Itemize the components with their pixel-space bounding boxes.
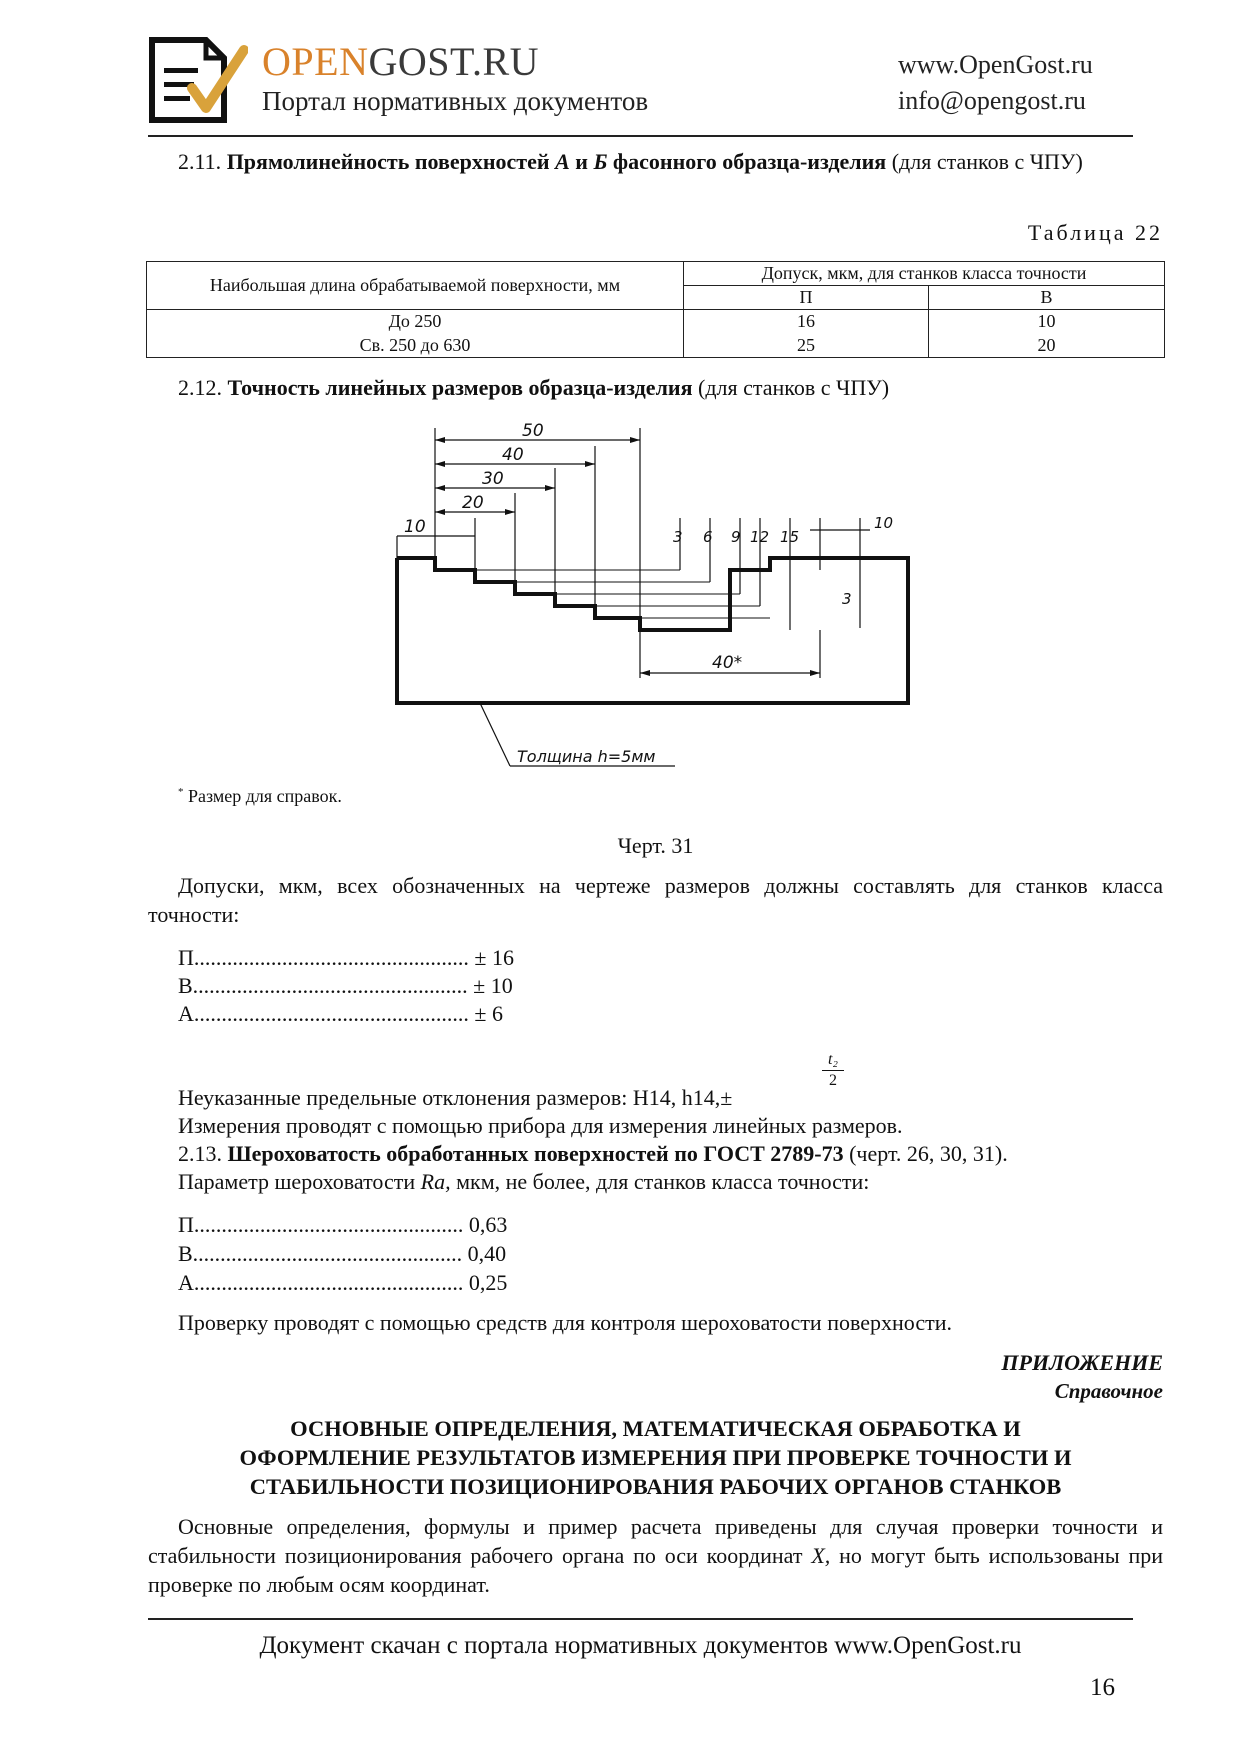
- cell-length: До 250: [147, 310, 684, 334]
- appendix-type: Справочное: [1054, 1379, 1163, 1403]
- table-22: [146, 261, 1165, 358]
- depth-9: 9: [731, 528, 741, 546]
- dim-30: 30: [482, 469, 504, 489]
- appendix-title-line-1: ОСНОВНЫЕ ОПРЕДЕЛЕНИЯ, МАТЕМАТИЧЕСКАЯ ОБРАБОТКА И: [290, 1416, 1021, 1441]
- thickness-label: Толщина h=5мм: [517, 747, 656, 766]
- surface-b: Б: [593, 149, 608, 174]
- col-header-p: П: [684, 286, 929, 310]
- roughness-v: В................................................. 0,40: [178, 1241, 507, 1266]
- footnote-mark: *: [178, 786, 184, 798]
- dim-10-right: 10: [874, 514, 894, 532]
- cell-p: 16: [684, 310, 929, 334]
- footnote-text: Размер для справок.: [188, 786, 342, 806]
- email-link[interactable]: info@opengost.ru: [898, 86, 1086, 115]
- table-row: [147, 310, 1165, 334]
- document-check-icon: [148, 36, 248, 124]
- depth-3: 3: [673, 528, 683, 546]
- appendix-title-line-2: ОФОРМЛЕНИЕ РЕЗУЛЬТАТОВ ИЗМЕРЕНИЯ ПРИ ПРОВЕРКЕ ТОЧНОСТИ И: [239, 1445, 1072, 1470]
- frac-den: 2: [829, 1072, 837, 1089]
- roughness-intro: [178, 1167, 869, 1196]
- table-caption: Таблица 22: [1027, 220, 1163, 245]
- dim-3-right: 3: [842, 590, 852, 608]
- appendix-label: ПРИЛОЖЕНИЕ: [1001, 1350, 1163, 1375]
- tolerance-v: В.................................................. ± 10: [178, 973, 513, 998]
- section-heading-2: фасонного образца-изделия: [612, 149, 887, 174]
- section-tail: (для станков с ЧПУ): [698, 375, 890, 400]
- unspecified-deviations: Неуказанные предельные отклонения размеров: H14, h14,±: [178, 1085, 733, 1110]
- dim-20: 20: [462, 493, 484, 513]
- cell-v: 20: [929, 334, 1165, 358]
- section-heading: Точность линейных размеров образца-изделия: [227, 375, 693, 400]
- cell-length: Св. 250 до 630: [147, 334, 684, 358]
- footer-text[interactable]: Документ скачан с портала нормативных документов www.OpenGost.ru: [259, 1632, 1022, 1659]
- portal-subtitle: Портал нормативных документов: [262, 86, 649, 116]
- figure-caption: Черт. 31: [617, 833, 694, 858]
- appendix-text: [148, 1512, 1163, 1599]
- appendix-text-b: но могут быть использованы при проверке по любым осям координат.: [148, 1543, 1164, 1597]
- roughness-p: П................................................. 0,63: [178, 1212, 508, 1237]
- footnote: [178, 786, 342, 807]
- section-number: 2.11.: [178, 149, 222, 174]
- col-header-tolerance: Допуск, мкм, для станков класса точности: [684, 262, 1165, 286]
- section-heading: Прямолинейность поверхностей: [226, 149, 550, 174]
- appendix-title-line-3: СТАБИЛЬНОСТИ ПОЗИЦИОНИРОВАНИЯ РАБОЧИХ ОРГАНОВ СТАНКОВ: [249, 1474, 1062, 1499]
- section-tail: (черт. 26, 30, 31).: [849, 1141, 1008, 1166]
- page-number: 16: [1090, 1674, 1115, 1701]
- surface-a: А: [555, 149, 570, 174]
- header-divider: [148, 135, 1133, 137]
- roughness-a: А................................................. 0,25: [178, 1270, 508, 1295]
- cell-p: 25: [684, 334, 929, 358]
- depth-12: 12: [750, 528, 770, 546]
- dim-50: 50: [522, 421, 544, 441]
- stepped-part-drawing: [390, 418, 930, 783]
- section-2-12: [148, 373, 1163, 402]
- col-header-v: В: [929, 286, 1165, 310]
- brand-name[interactable]: [262, 38, 539, 85]
- site-link[interactable]: www.OpenGost.ru: [898, 50, 1093, 79]
- tolerance-p: П.................................................. ± 16: [178, 945, 514, 970]
- brand-rest: GOST.RU: [368, 39, 540, 84]
- roughness-intro-a: Параметр шероховатости: [178, 1169, 416, 1194]
- tolerances-intro: Допуски, мкм, всех обозначенных на чертеже размеров должны составлять для станков класса точности:: [148, 873, 1163, 927]
- ra-symbol: Ra,: [420, 1169, 451, 1194]
- tolerance-a: А.................................................. ± 6: [178, 1001, 503, 1026]
- fraction-t2-over-2: [822, 1050, 844, 1091]
- cell-v: 10: [929, 310, 1165, 334]
- depth-6: 6: [703, 528, 713, 546]
- dim-40-ref: 40*: [712, 653, 743, 673]
- section-number: 2.12.: [178, 375, 222, 400]
- axis-x: X,: [811, 1543, 831, 1568]
- part-outline: [397, 558, 908, 703]
- brand-open: OPEN: [262, 39, 369, 84]
- appendix-text-a: Основные определения, формулы и пример расчета приведены для случая проверки точности и стабильности позиционирования рабочего органа по оси координат: [148, 1514, 1163, 1568]
- section-2-13: [178, 1139, 1008, 1168]
- footer-divider: [148, 1618, 1133, 1620]
- section-heading: Шероховатость обработанных поверхностей по ГОСТ 2789-73: [227, 1141, 844, 1166]
- roughness-check: Проверку проводят с помощью средств для контроля шероховатости поверхности.: [178, 1310, 952, 1335]
- col-header-length: Наибольшая длина обрабатываемой поверхности, мм: [147, 262, 684, 310]
- dim-10-left: 10: [404, 517, 426, 537]
- measure-text: Измерения проводят с помощью прибора для измерения линейных размеров.: [178, 1113, 903, 1138]
- table-row: [147, 334, 1165, 358]
- opengost-logo[interactable]: [148, 36, 248, 124]
- dim-40: 40: [502, 445, 524, 465]
- conj: и: [575, 149, 588, 174]
- section-tail: (для станков с ЧПУ): [891, 149, 1083, 174]
- roughness-intro-b: мкм, не более, для станков класса точности:: [456, 1169, 870, 1194]
- depth-15: 15: [780, 528, 800, 546]
- section-2-11: [148, 147, 1163, 176]
- frac-num: t₂: [822, 1050, 844, 1071]
- section-number: 2.13.: [178, 1141, 222, 1166]
